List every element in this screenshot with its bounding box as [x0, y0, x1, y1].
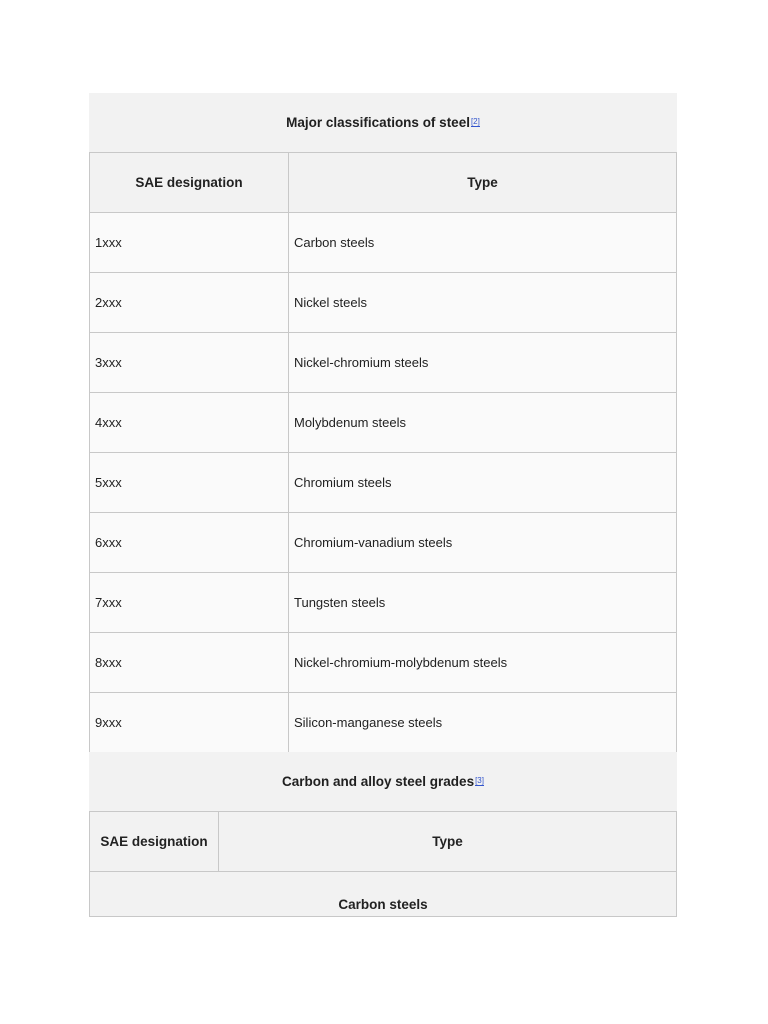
- column-header-sae: SAE designation: [90, 812, 219, 871]
- table-row: [90, 213, 676, 273]
- type-cell: Molybdenum steels: [294, 415, 406, 430]
- caption-text: Major classifications of steel: [286, 115, 470, 130]
- caption-text: Carbon and alloy steel grades: [282, 774, 475, 789]
- sae-cell: 9xxx: [90, 693, 289, 752]
- header-row: [89, 812, 677, 872]
- sae-cell: 2xxx: [90, 273, 289, 332]
- sae-cell: 7xxx: [90, 573, 289, 632]
- type-cell: Chromium-vanadium steels: [294, 535, 453, 550]
- column-header-type: Type: [432, 834, 463, 849]
- type-cell: Nickel steels: [294, 295, 367, 310]
- table-row: [90, 333, 676, 393]
- type-cell: Tungsten steels: [294, 595, 386, 610]
- type-cell: Nickel-chromium-molybdenum steels: [294, 655, 508, 670]
- column-header-type: Type: [467, 175, 498, 190]
- sae-cell: 5xxx: [90, 453, 289, 512]
- sae-cell: 6xxx: [90, 513, 289, 572]
- type-cell: Nickel-chromium steels: [294, 355, 429, 370]
- type-cell: Chromium steels: [294, 475, 392, 490]
- column-header-sae: SAE designation: [90, 153, 289, 212]
- table-caption: [89, 752, 677, 812]
- table-row: [90, 573, 676, 633]
- sae-cell: 1xxx: [90, 213, 289, 272]
- table-row: [90, 693, 676, 753]
- steel-grades-table: [89, 752, 677, 917]
- table-row: [90, 513, 676, 573]
- type-cell: Carbon steels: [294, 235, 375, 250]
- table-row: [90, 273, 676, 333]
- table-caption: [89, 93, 677, 153]
- sae-cell: 4xxx: [90, 393, 289, 452]
- reference-link[interactable]: [2]: [470, 117, 480, 126]
- steel-classifications-table: [89, 93, 677, 753]
- type-cell: Silicon-manganese steels: [294, 715, 443, 730]
- sae-cell: 8xxx: [90, 633, 289, 692]
- table-body: [89, 153, 677, 753]
- reference-link[interactable]: [3]: [475, 776, 484, 785]
- table-row: [90, 453, 676, 513]
- header-row: [90, 153, 676, 213]
- section-subheader: Carbon steels: [89, 872, 677, 917]
- table-row: [90, 633, 676, 693]
- table-row: [90, 393, 676, 453]
- sae-cell: 3xxx: [90, 333, 289, 392]
